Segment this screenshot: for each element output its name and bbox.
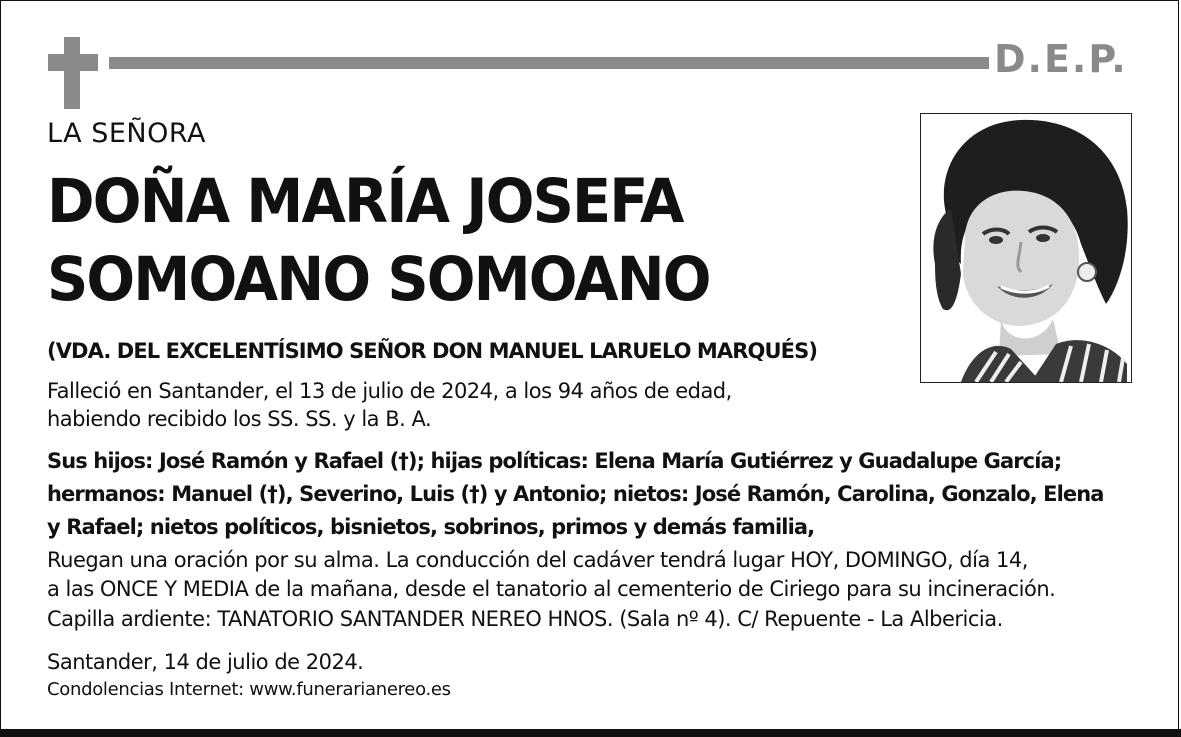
bottom-border [0, 729, 1181, 737]
header-rule [109, 57, 989, 69]
dep-label: D.E.P. [994, 37, 1128, 81]
family-line-1: Sus hijos: José Ramón y Rafael (†); hijas políticas: Elena María Gutiérrez y Guadalupe García; [47, 449, 1062, 473]
family-line-2: hermanos: Manuel (†), Severino, Luis (†) y Antonio; nietos: José Ramón, Carolina, Gonzalo, Elena [47, 482, 1104, 506]
family-line-3: y Rafael; nietos políticos, bisnietos, sobrinos, primos y demás familia, [47, 515, 815, 539]
cross-icon-bar [48, 54, 98, 71]
prayer-line-3: Capilla ardiente: TANATORIO SANTANDER NEREO HNOS. (Sala nº 4). C/ Repuente - La Albericia. [47, 607, 1003, 631]
death-details-line-1: Falleció en Santander, el 13 de julio de 2024, a los 94 años de edad, [47, 379, 732, 403]
portrait-photo [920, 113, 1132, 383]
condolences-link[interactable]: Condolencias Internet: www.funerarianereo.es [47, 679, 451, 700]
death-details-line-2: habiendo recibido los SS. SS. y la B. A. [47, 407, 432, 431]
prayer-line-2: a las ONCE Y MEDIA de la mañana, desde el tanatorio al cementerio de Ciriego para su incineración. [47, 577, 1056, 601]
deceased-name-line-2: SOMOANO SOMOANO [47, 244, 710, 315]
widow-of: (VDA. DEL EXCELENTÍSIMO SEÑOR DON MANUEL LARUELO MARQUÉS) [47, 339, 818, 363]
place-date: Santander, 14 de julio de 2024. [47, 650, 364, 674]
prayer-line-1: Ruegan una oración por su alma. La conducción del cadáver tendrá lugar HOY, DOMINGO, día 14, [47, 548, 1028, 572]
deceased-name-line-1: DOÑA MARÍA JOSEFA [47, 166, 683, 237]
cross-icon [64, 37, 80, 109]
honorific: LA SEÑORA [47, 118, 206, 149]
